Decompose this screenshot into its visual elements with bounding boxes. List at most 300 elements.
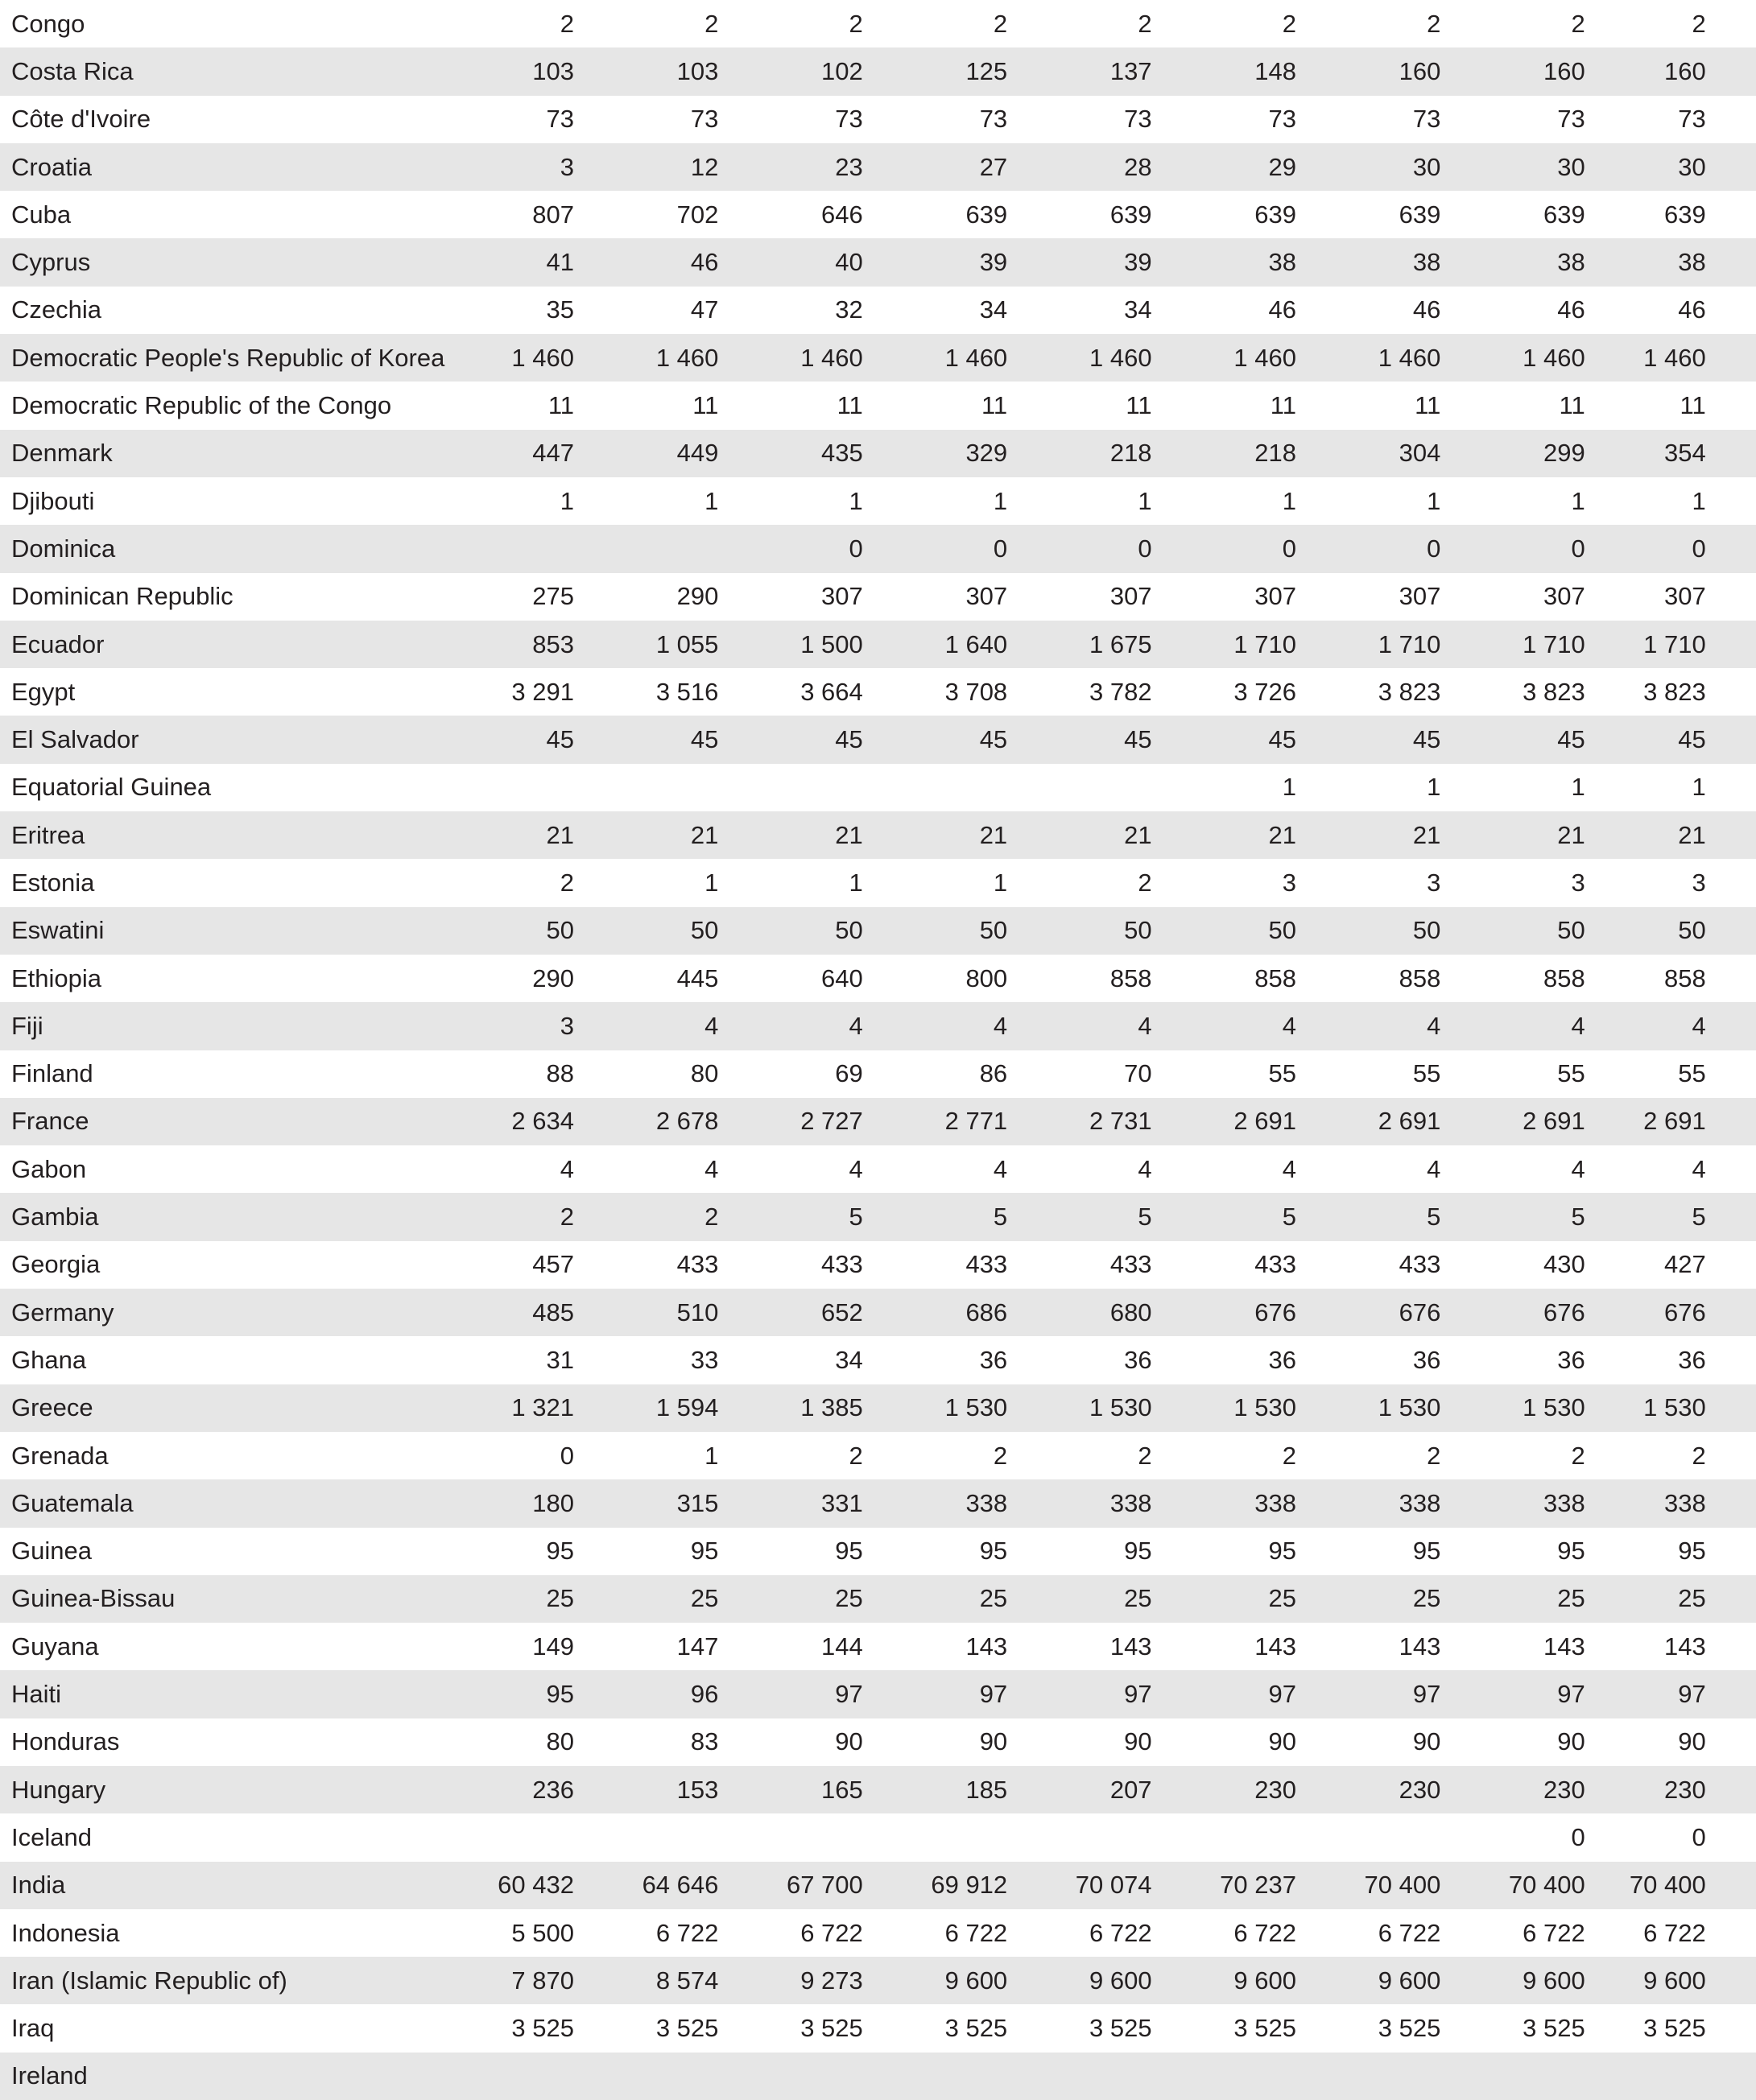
value-cell: 3 823 [1378,677,1441,706]
value-cell: 1 385 [800,1393,863,1422]
value-cell: 23 [835,152,863,181]
value-cell: 95 [1124,1537,1152,1566]
value-cell: 38 [1268,248,1296,277]
value-cell: 3 525 [1233,2014,1296,2043]
value-cell: 70 400 [1364,1871,1441,1900]
country-cell: Côte d'Ivoire [11,105,151,134]
value-cell: 11 [547,391,574,420]
value-cell: 45 [1268,725,1296,754]
value-cells [459,1727,1756,1756]
value-cell [1296,1823,1440,1852]
value-cell: 1 [849,868,863,897]
value-cell: 11 [1415,391,1441,420]
value-cell: 230 [1664,1775,1706,1804]
value-cells [459,295,1756,324]
value-cell: 433 [965,1250,1008,1279]
value-cell: 41 [546,248,574,277]
value-cells [459,200,1756,229]
value-cell: 4 [560,1154,574,1183]
value-cell: 639 [1109,200,1152,229]
value-cell: 143 [1399,1632,1441,1661]
value-cell: 2 678 [655,1107,719,1136]
table-row [0,716,1756,763]
value-cell: 307 [1109,582,1152,611]
value-cell: 1 530 [1523,1393,1585,1422]
value-cell: 95 [1412,1537,1441,1566]
value-cell: 29 [1268,152,1296,181]
value-cell: 2 [560,868,574,897]
value-cell: 0 [849,534,863,563]
value-cell: 97 [1412,1680,1441,1709]
country-cell: Guyana [11,1632,99,1661]
table-row [0,859,1756,906]
value-cell: 21 [546,820,574,849]
table-row [0,1813,1756,1861]
value-cell: 80 [546,1727,574,1756]
value-cells [459,105,1756,134]
country-cell: Finland [11,1059,93,1088]
value-cell: 46 [1557,295,1585,324]
value-cell: 447 [532,439,574,468]
value-cell: 70 [1124,1059,1152,1088]
country-cell: Greece [11,1393,93,1422]
value-cell: 3 525 [1378,2014,1441,2043]
value-cell: 21 [1557,820,1585,849]
country-cell: Croatia [11,152,92,181]
table-row [0,955,1756,1002]
value-cell: 21 [1124,820,1152,849]
value-cell: 50 [690,916,719,945]
value-cell: 55 [1557,1059,1585,1088]
value-cell: 11 [837,391,863,420]
value-cells [459,1871,1756,1900]
value-cell: 90 [1557,1727,1585,1756]
value-cell: 96 [690,1680,719,1709]
value-cell: 21 [690,820,719,849]
value-cell [574,773,718,802]
value-cells [459,1632,1756,1661]
country-cell: Democratic Republic of the Congo [11,391,392,420]
value-cell: 1 [993,868,1008,897]
country-cell: Iceland [11,1822,92,1851]
value-cell: 2 731 [1089,1107,1152,1136]
table-row [0,1862,1756,1909]
value-cell: 50 [1268,916,1296,945]
value-cell: 95 [546,1680,574,1709]
country-cell: Georgia [11,1250,101,1279]
table-row [0,1050,1756,1098]
value-cell: 34 [1124,295,1152,324]
value-cells [459,1966,1756,1995]
value-cell: 2 [1138,1441,1152,1470]
value-cell: 25 [690,1584,719,1613]
value-cell: 3 [1282,868,1296,897]
value-cell: 90 [979,1727,1008,1756]
table-row [0,668,1756,716]
value-cell: 3 525 [1523,2014,1585,2043]
value-cell: 143 [1109,1632,1152,1661]
value-cell: 4 [1282,1154,1296,1183]
value-cell: 60 432 [498,1871,574,1900]
country-cell: Democratic People's Republic of Korea [11,343,445,372]
value-cell: 90 [1268,1727,1296,1756]
value-cell: 83 [690,1727,719,1756]
table-row [0,907,1756,955]
value-cell [1152,1823,1296,1852]
value-cell: 3 516 [655,677,719,706]
value-cell: 6 722 [1378,1918,1441,1947]
table-row [0,1670,1756,1718]
value-cell: 354 [1664,439,1706,468]
value-cell: 1 460 [1643,343,1706,372]
value-cell: 32 [835,295,863,324]
table-row [0,143,1756,191]
value-cell: 45 [1557,725,1585,754]
value-cell: 3 525 [800,2014,863,2043]
table-row [0,430,1756,477]
table-row [0,1479,1756,1527]
value-cell: 2 [1571,1441,1585,1470]
value-cell: 35 [546,295,574,324]
value-cells [459,487,1756,516]
value-cell: 4 [704,1154,719,1183]
country-cell: Czechia [11,295,101,324]
value-cell: 1 [704,1441,719,1470]
value-cell: 307 [965,582,1008,611]
value-cell: 299 [1543,439,1585,468]
value-cell: 2 [560,9,574,38]
value-cell: 2 [704,1203,719,1232]
value-cell: 4 [849,1154,863,1183]
value-cell: 30 [1557,152,1585,181]
value-cell: 36 [1124,1345,1152,1374]
value-cell: 6 722 [1089,1918,1152,1947]
value-cell: 11 [1270,391,1296,420]
value-cell: 1 055 [655,629,719,658]
value-cell: 3 525 [511,2014,574,2043]
value-cell: 55 [1678,1059,1706,1088]
value-cell [574,1823,718,1852]
table-row [0,1432,1756,1479]
value-cell: 143 [1254,1632,1296,1661]
value-cell: 67 700 [786,1871,863,1900]
value-cell: 3 782 [1089,677,1152,706]
value-cell: 95 [1268,1537,1296,1566]
value-cell: 7 870 [511,1966,574,1995]
value-cell: 25 [1268,1584,1296,1613]
value-cell: 433 [1109,1250,1152,1279]
value-cell: 0 [1282,534,1296,563]
table-row [0,1957,1756,2004]
country-cell: Indonesia [11,1918,120,1947]
table-row [0,2053,1756,2100]
value-cell: 11 [1126,391,1152,420]
value-cell: 9 273 [800,1966,863,1995]
table-row [0,525,1756,572]
value-cells [459,678,1756,707]
country-cell: Iraq [11,2014,55,2043]
value-cell: 510 [676,1298,719,1326]
value-cell: 45 [546,725,574,754]
value-cell: 1 460 [1089,343,1152,372]
country-cell: Equatorial Guinea [11,773,212,802]
country-cell: Hungary [11,1775,106,1804]
value-cell: 1 530 [1643,1393,1706,1422]
value-cell: 45 [1412,725,1441,754]
value-cell: 2 [704,9,719,38]
value-cell: 338 [1254,1488,1296,1517]
value-cell: 290 [676,582,719,611]
value-cells [459,1298,1756,1327]
value-cell: 12 [690,152,719,181]
value-cells [459,1059,1756,1088]
value-cell: 445 [676,963,719,992]
value-cell: 5 [1282,1203,1296,1232]
value-cell: 676 [1399,1298,1441,1326]
value-cell: 69 912 [931,1871,1008,1900]
table-row [0,1145,1756,1193]
value-cell: 4 [1571,1154,1585,1183]
value-cell: 449 [676,439,719,468]
value-cell: 9 600 [1643,1966,1706,1995]
value-cell: 33 [690,1345,719,1374]
country-cell: Dominica [11,534,116,563]
value-cell: 103 [676,56,719,85]
value-cell: 5 [1692,1203,1706,1232]
value-cell: 73 [690,105,719,134]
value-cell: 4 [1427,1011,1441,1040]
value-cell: 430 [1543,1250,1585,1279]
value-cell: 39 [1124,248,1152,277]
table-row [0,1384,1756,1432]
value-cell: 36 [1268,1345,1296,1374]
value-cell: 4 [1571,1011,1585,1040]
value-cell: 858 [1664,963,1706,992]
value-cell: 3 525 [655,2014,719,2043]
value-cell: 55 [1412,1059,1441,1088]
value-cells [459,868,1756,897]
value-cell: 36 [1557,1345,1585,1374]
value-cell: 2 [993,1441,1008,1470]
value-cell: 46 [1412,295,1441,324]
value-cells [459,1250,1756,1279]
value-cell: 1 710 [1378,629,1441,658]
value-cell: 3 525 [944,2014,1008,2043]
value-cells [459,439,1756,468]
value-cell: 639 [965,200,1008,229]
table-row [0,1575,1756,1623]
value-cell: 2 [560,1203,574,1232]
value-cells [459,10,1756,39]
value-cell: 0 [560,1441,574,1470]
value-cell: 485 [532,1298,574,1326]
value-cell: 180 [532,1488,574,1517]
country-cell: Haiti [11,1680,62,1709]
value-cell: 0 [1692,534,1706,563]
value-cell: 2 [993,9,1008,38]
value-cell: 21 [1412,820,1441,849]
value-cell: 25 [835,1584,863,1613]
value-cell: 25 [1124,1584,1152,1613]
value-cell: 1 710 [1233,629,1296,658]
country-cell: Fiji [11,1011,43,1040]
value-cell: 858 [1109,963,1152,992]
value-cell: 70 400 [1629,1871,1706,1900]
value-cells [459,153,1756,182]
value-cell: 1 530 [1378,1393,1441,1422]
value-cell: 45 [979,725,1008,754]
value-cell: 3 [1571,868,1585,897]
value-cell: 21 [1678,820,1706,849]
value-cells [459,1442,1756,1471]
value-cell: 1 675 [1089,629,1152,658]
table-row [0,47,1756,95]
value-cell: 46 [1678,295,1706,324]
country-cell: Congo [11,9,85,38]
value-cell: 433 [821,1250,863,1279]
value-cell: 5 [849,1203,863,1232]
value-cell: 2 [1571,9,1585,38]
value-cell: 0 [1692,1822,1706,1851]
value-cells [459,1203,1756,1232]
country-cell: El Salvador [11,725,139,754]
table-row [0,238,1756,286]
value-cell: 457 [532,1250,574,1279]
value-cell: 304 [1399,439,1441,468]
value-cell: 1 460 [1233,343,1296,372]
value-cell: 3 726 [1233,677,1296,706]
value-cell: 2 [1692,1441,1706,1470]
value-cell [863,1823,1007,1852]
value-cell: 4 [993,1154,1008,1183]
value-cell: 149 [532,1632,574,1661]
value-cell: 4 [849,1011,863,1040]
value-cell: 102 [821,56,863,85]
value-cell: 25 [1412,1584,1441,1613]
value-cells [459,1919,1756,1948]
value-cell: 38 [1557,248,1585,277]
country-cell: Costa Rica [11,56,134,85]
value-cell: 800 [965,963,1008,992]
value-cell: 676 [1254,1298,1296,1326]
value-cell: 1 [1427,773,1441,802]
value-cell: 433 [676,1250,719,1279]
value-cell: 2 691 [1643,1107,1706,1136]
table-row [0,96,1756,143]
value-cell: 40 [835,248,863,277]
value-cell: 4 [1138,1154,1152,1183]
value-cell: 2 727 [800,1107,863,1136]
value-cell: 1 640 [944,629,1008,658]
value-cell: 639 [1664,200,1706,229]
value-cell [459,773,574,802]
value-cell: 86 [979,1059,1008,1088]
value-cell: 2 [1427,1441,1441,1470]
value-cell: 46 [690,248,719,277]
value-cell: 218 [1109,439,1152,468]
value-cell: 90 [1412,1727,1441,1756]
table-row [0,621,1756,668]
value-cell: 236 [532,1775,574,1804]
value-cells [459,582,1756,611]
value-cell: 21 [979,820,1008,849]
value-cell: 290 [532,963,574,992]
value-cell: 36 [1678,1345,1706,1374]
value-cell: 4 [1427,1154,1441,1183]
value-cell: 1 460 [800,343,863,372]
value-cell: 1 710 [1523,629,1585,658]
value-cell: 2 [1282,9,1296,38]
table-row [0,1528,1756,1575]
value-cell: 4 [993,1011,1008,1040]
value-cell: 338 [1664,1488,1706,1517]
value-cell: 143 [1543,1632,1585,1661]
value-cell: 1 [993,486,1008,515]
value-cell: 30 [1678,152,1706,181]
value-cell: 45 [835,725,863,754]
value-cell: 2 [1282,1441,1296,1470]
value-cell: 230 [1543,1775,1585,1804]
value-cell: 36 [1412,1345,1441,1374]
value-cell: 185 [965,1775,1008,1804]
value-cell: 70 237 [1220,1871,1296,1900]
value-cell: 5 500 [511,1918,574,1947]
value-cell: 90 [835,1727,863,1756]
value-cell: 307 [1254,582,1296,611]
value-cell: 1 460 [1378,343,1441,372]
value-cell: 73 [1557,105,1585,134]
value-cell: 858 [1254,963,1296,992]
country-cell: Estonia [11,868,95,897]
table-row [0,1766,1756,1813]
value-cell: 55 [1268,1059,1296,1088]
value-cell: 686 [965,1298,1008,1326]
value-cell: 9 600 [1378,1966,1441,1995]
value-cells [459,1107,1756,1136]
value-cell: 88 [546,1059,574,1088]
value-cell: 143 [1664,1632,1706,1661]
value-cell: 73 [546,105,574,134]
value-cell: 160 [1399,56,1441,85]
value-cell: 3 708 [944,677,1008,706]
value-cells [459,344,1756,373]
value-cell: 1 [1282,773,1296,802]
value-cell: 652 [821,1298,863,1326]
value-cells [459,2014,1756,2043]
value-cell: 38 [1412,248,1441,277]
value-cell: 70 400 [1508,1871,1585,1900]
table-row [0,0,1756,47]
table-row [0,1193,1756,1240]
value-cell: 1 500 [800,629,863,658]
value-cell: 95 [835,1537,863,1566]
value-cell [718,773,862,802]
value-cell: 307 [821,582,863,611]
value-cell: 2 [1138,9,1152,38]
value-cell: 50 [1678,916,1706,945]
value-cell: 6 722 [1233,1918,1296,1947]
value-cell: 1 [1692,486,1706,515]
value-cell: 2 771 [944,1107,1008,1136]
value-cell: 1 321 [511,1393,574,1422]
value-cell: 639 [1254,200,1296,229]
value-cell: 307 [1399,582,1441,611]
table-row [0,573,1756,621]
value-cell: 5 [1571,1203,1585,1232]
value-cells [459,1823,1756,1852]
value-cell: 46 [1268,295,1296,324]
country-cell: Guatemala [11,1488,134,1517]
